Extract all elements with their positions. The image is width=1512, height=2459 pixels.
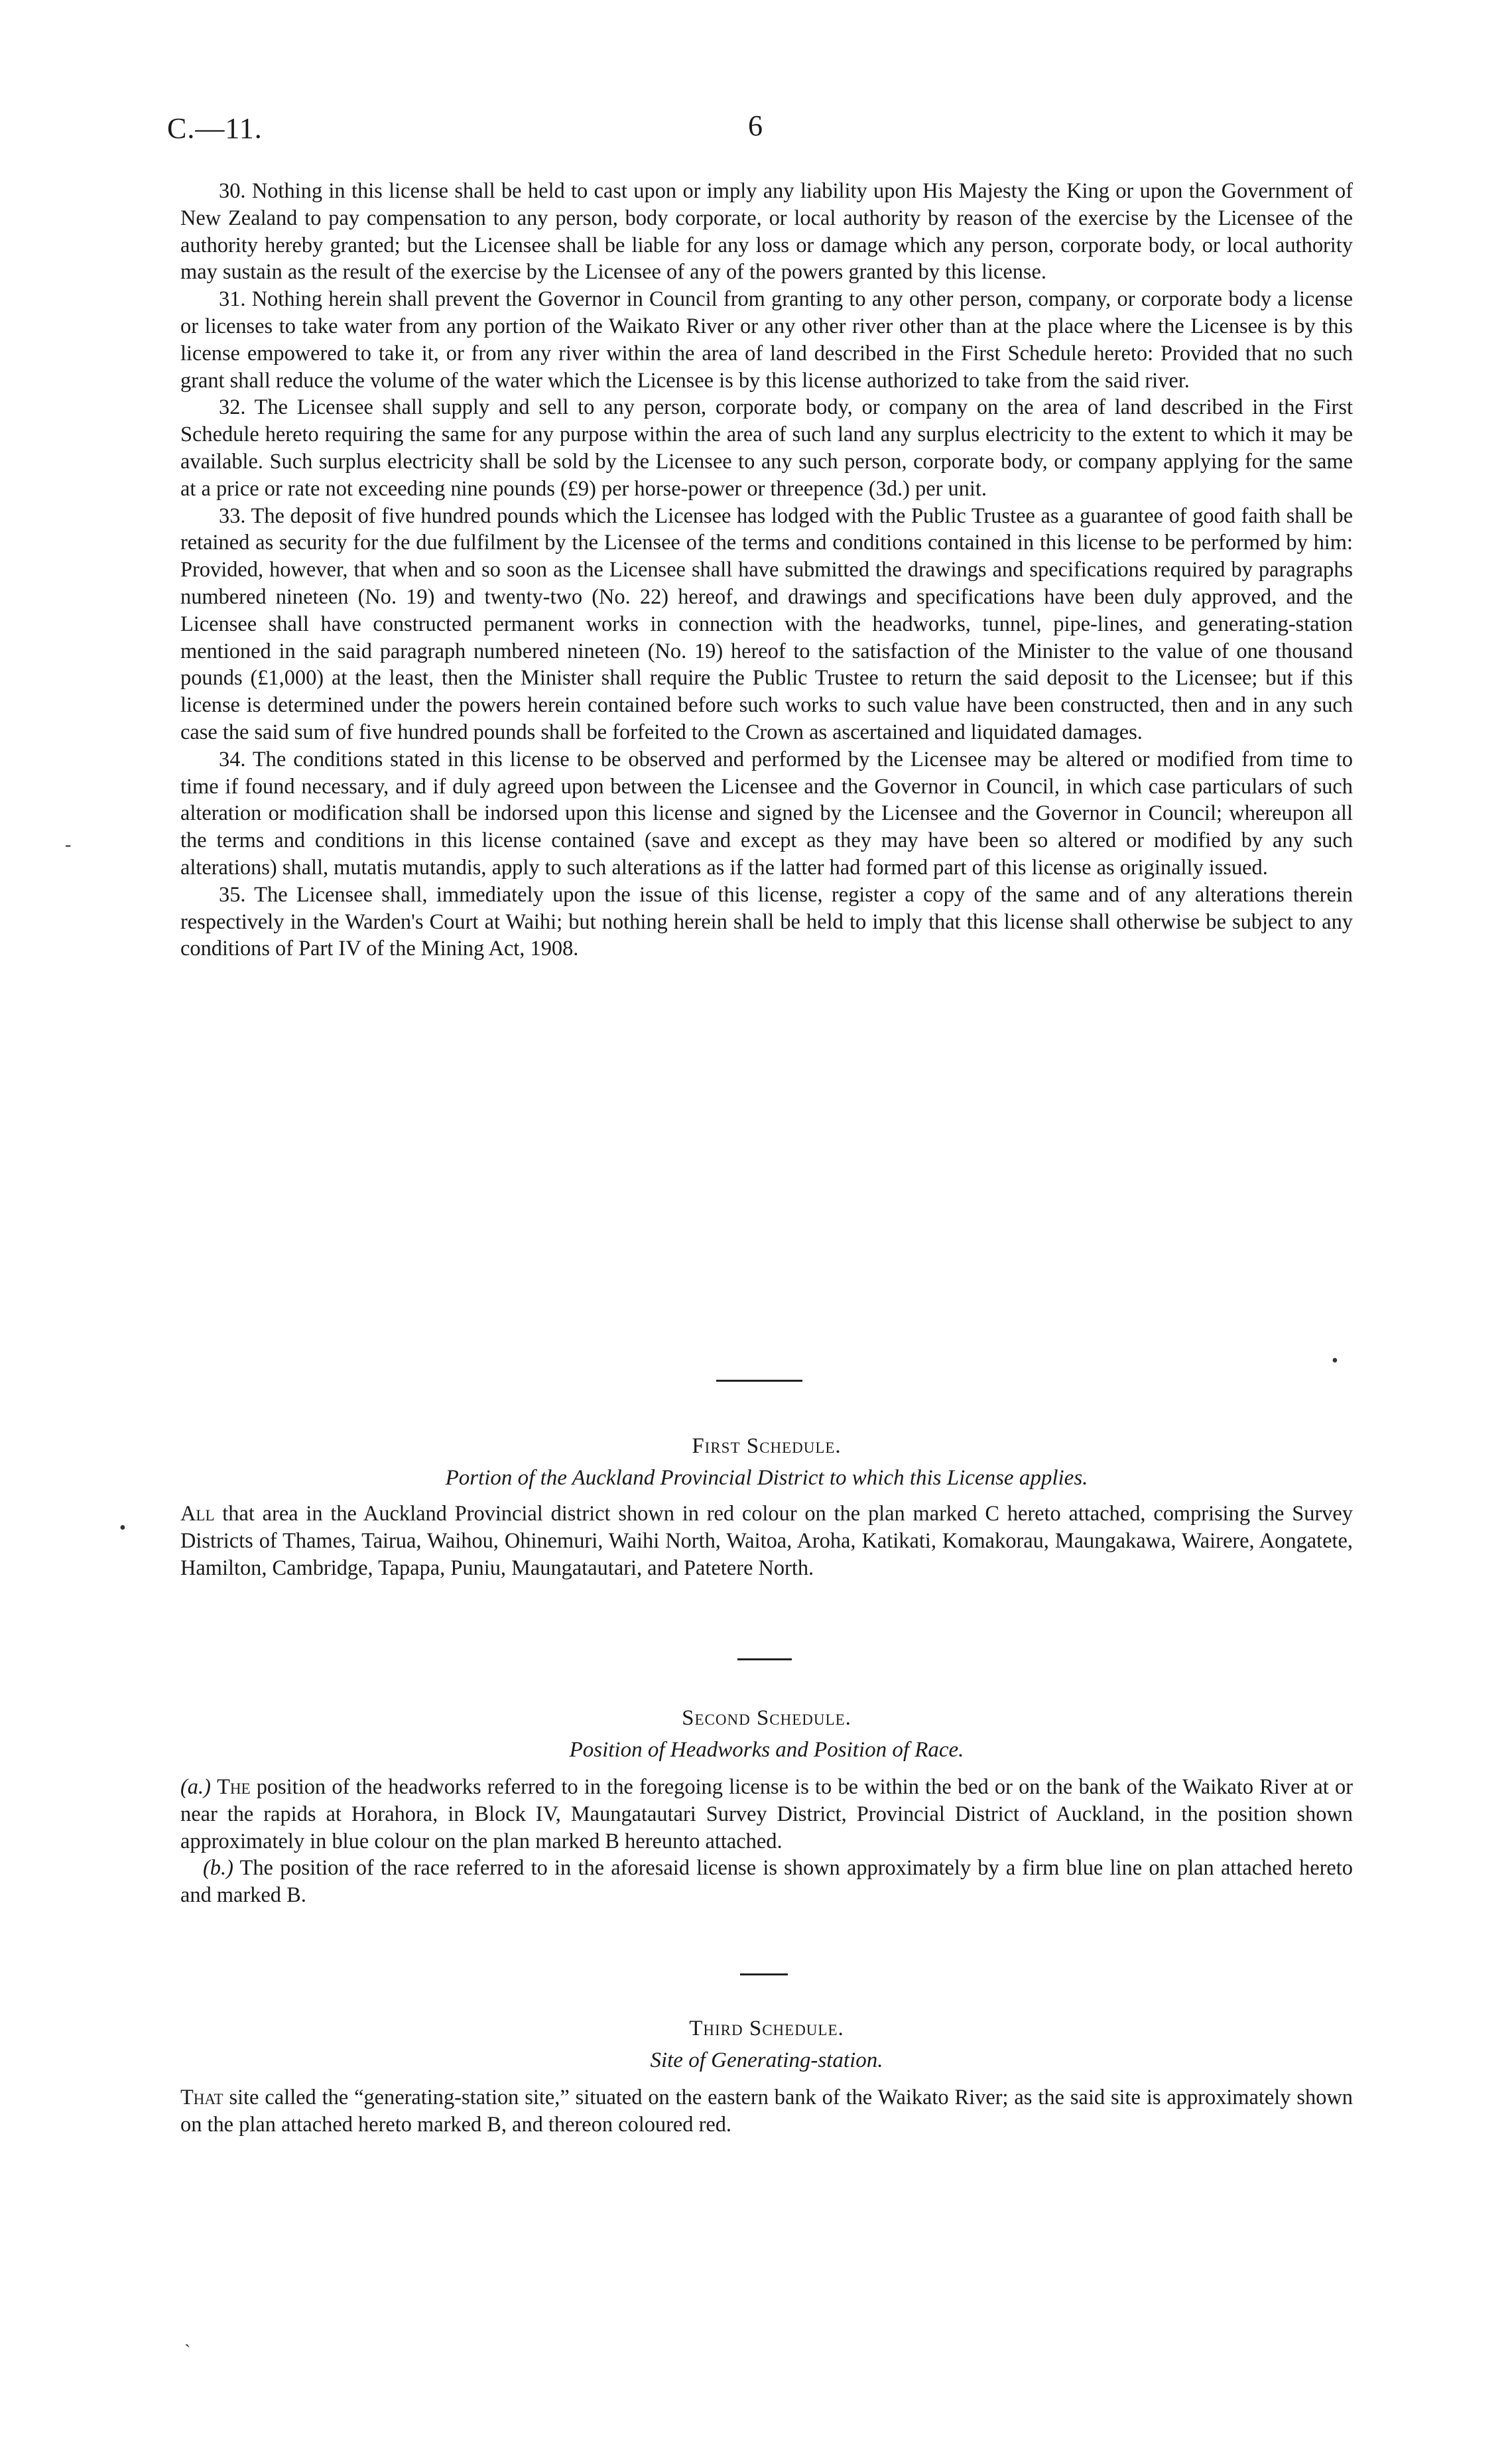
clause-30: 30. Nothing in this license shall be held to cast upon or imply any liability upon His Majesty the King or upon the Government of New Zealand to pay compensation to any person, body corporate, or local authority by reason of the exercise by the Licensee of the authority hereby granted; but the Licensee shall be liable for any loss or damage which any person, corporate body, or local authority may sustain as the result of the exercise by the Licensee of any of the powers granted by this license.	[180, 179, 1353, 285]
third-schedule-body	[180, 2084, 1353, 2139]
section-divider	[737, 1658, 792, 1660]
second-schedule-subtitle: Position of Headworks and Position of Race.	[569, 1738, 964, 1762]
third-schedule-subtitle: Site of Generating-station.	[650, 2048, 883, 2072]
first-schedule-subtitle: Portion of the Auckland Provincial District to which this License applies.	[445, 1466, 1088, 1490]
clause-31: 31. Nothing herein shall prevent the Governor in Council from granting to any other person, company, or corporate body a license or licenses to take water from any portion of the Waikato River or any other river other than at the place where the Licensee is by this license empowered to take it, or from any river within the area of land described in the First Schedule hereto: Provided that no such grant shall reduce the volume of the water which the Licensee is by this license authorized to take from the said river.	[180, 287, 1353, 393]
clause-32: 32. The Licensee shall supply and sell to any person, corporate body, or company on the area of land described in the First Schedule hereto requiring the same for any purpose within the area of such land any surplus electricity to the extent to which it may be available. Such surplus electricity shall be sold by the Licensee to any such person, corporate body, or company applying for the same at a price or rate not exceeding nine pounds (£9) per horse-power or threepence (3d.) per unit.	[180, 395, 1353, 501]
first-schedule-text: that area in the Auckland Provincial district shown in red colour on the plan marked C hereto attached, comprising the Survey Districts of Thames, Tairua, Waihou, Ohinemuri, Waihi North, Waitoa, Aroha, Katikati, Komakorau, Maungakawa, Wairere, Aongatete, Hamilton, Cambridge, Tapapa, Puniu, Maungatautari, and Patetere North.	[180, 1502, 1353, 1580]
item-a-label: (a.)	[180, 1775, 211, 1799]
first-schedule-lead: All	[180, 1502, 215, 1526]
third-schedule-lead: That	[180, 2086, 223, 2109]
section-divider	[740, 1973, 788, 1975]
clause-33: 33. The deposit of five hundred pounds which the Licensee has lodged with the Public Trustee as a guarantee of good faith shall be retained as security for the due fulfilment by the Licensee of the terms and conditions contained in this license to be performed by him: Provided, however, that when and so soon as the Licensee shall have submitted the drawings and specifications required by paragraphs numbered nineteen (No. 19) and twenty-two (No. 22) hereof, and drawings and specifications have been duly approved, and the Licensee shall have constructed permanent works in connection with the headworks, tunnel, pipe-lines, and generating-station mentioned in the said paragraph numbered nineteen (No. 19) hereof to the satisfaction of the Minister to the value of one thousand pounds (£1,000) at the least, then the Minister shall require the Public Trustee to return the said deposit to the Licensee; but if this license is determined under the powers herein contained before such works to such value have been constructed, then and in any such case the said sum of five hundred pounds shall be forfeited to the Crown as ascertained and liquidated damages.	[180, 503, 1353, 744]
item-a-text: position of the headworks referred to in the foregoing license is to be within the bed or on the bank of the Waikato River at or near the rapids at Horahora, in Block IV, Maungatautari Survey District, Provincial District of Auckland, in the position shown approximately in blue colour on the plan marked B hereunto attached.	[180, 1775, 1353, 1853]
first-schedule-body	[180, 1500, 1353, 1581]
margin-mark: •	[1332, 1351, 1338, 1371]
item-b-label: (b.)	[203, 1856, 233, 1881]
page-number: 6	[748, 109, 763, 142]
item-a-lead: The	[217, 1775, 251, 1799]
margin-mark: `	[184, 2342, 191, 2362]
third-schedule-text: site called the “generating-station site,” situated on the eastern bank of the Waikato River; as the said site is approximately shown on the plan attached hereto marked B, and thereon coloured red.	[180, 2086, 1353, 2137]
item-b-text: The position of the race referred to in the aforesaid license is shown approximately by a firm blue line on plan attached hereto and marked B.	[180, 1856, 1353, 1908]
second-schedule-title: Second Schedule.	[682, 1706, 851, 1730]
clause-34: 34. The conditions stated in this license to be observed and performed by the Licensee may be altered or modified from time to time if found necessary, and if duly agreed upon between the Licensee and the Governor in Council, in which case particulars of such alteration or modification shall be indorsed upon this license and signed by the Licensee and the Governor in Council; whereupon all the terms and conditions in this license contained (save and except as they may have been so altered or modified by any such alterations) shall, mutatis mutandis, apply to such alterations as if the latter had formed part of this license as originally issued.	[180, 747, 1353, 880]
section-divider	[716, 1380, 802, 1382]
margin-mark: •	[119, 1518, 126, 1538]
license-clauses	[180, 178, 1353, 963]
third-schedule-title: Third Schedule.	[689, 2017, 844, 2040]
first-schedule-title: First Schedule.	[692, 1434, 842, 1458]
page-reference: C.—11.	[167, 112, 263, 145]
margin-mark: -	[65, 834, 72, 855]
clause-35: 35. The Licensee shall, immediately upon the issue of this license, register a copy of the same and of any alterations therein respectively in the Warden's Court at Waihi; but nothing herein shall be held to imply that this license shall otherwise be subject to any conditions of Part IV of the Mining Act, 1908.	[180, 882, 1353, 961]
second-schedule-body	[180, 1774, 1353, 1909]
